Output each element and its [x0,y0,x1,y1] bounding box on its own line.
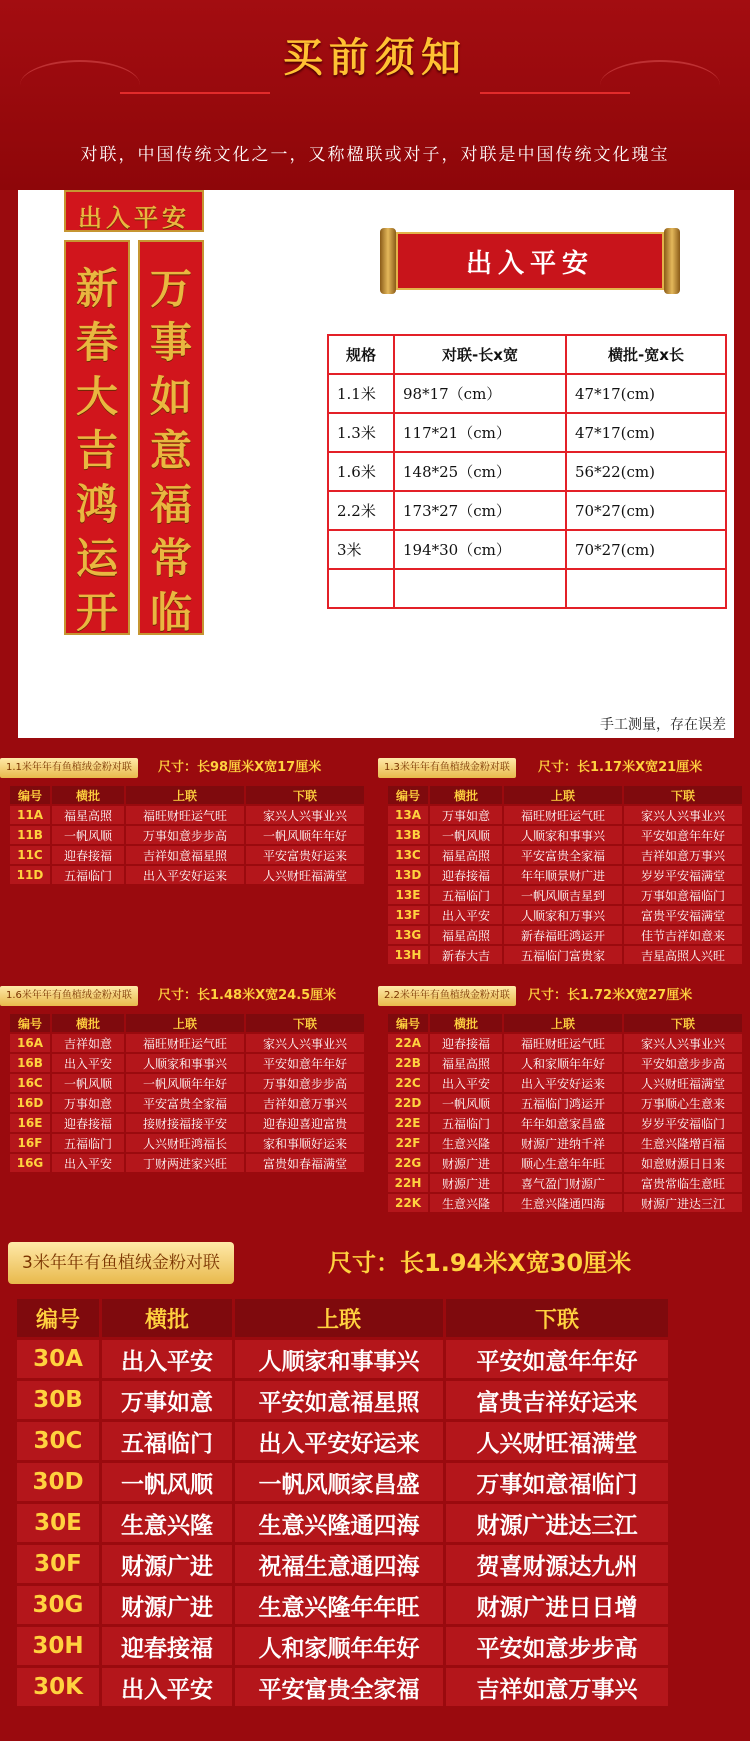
table-cell: 万事如意 [52,1094,124,1112]
table-header-cell: 下联 [624,1014,742,1032]
table-cell: 一帆风顺 [52,826,124,844]
table-cell: 吉祥如意万事兴 [446,1668,668,1706]
table-header-cell: 编号 [388,1014,428,1032]
horizontal-scroll-text: 出入平安 [78,203,190,232]
section-size: 尺寸：长1.17米X宽21厘米 [538,760,703,775]
header [0,0,750,190]
table-cell: 吉祥如意 [52,1034,124,1052]
table-cell: 平安富贵好运来 [246,846,364,864]
table-cell: 人顺家和事事兴 [504,826,622,844]
table-cell: 吉祥如意万事兴 [246,1094,364,1112]
table-cell: 年年顺景财广进 [504,866,622,884]
table-cell: 福星高照 [430,1054,502,1072]
table-cell: 福旺财旺运气旺 [126,1034,244,1052]
table-header-cell: 横批 [52,1014,124,1032]
table-row [10,1074,364,1092]
table-header-cell: 横批 [102,1299,232,1337]
spec-row [328,491,726,530]
table-cell: 出入平安 [430,906,502,924]
table-cell: 22K [388,1194,428,1212]
divider [120,92,270,94]
table-cell: 财源广进达三江 [446,1504,668,1542]
table-cell: 一帆风顺年年好 [246,826,364,844]
table-cell: 喜气盈门财源广 [504,1174,622,1192]
table-cell: 生意兴隆通四海 [504,1194,622,1212]
table-cell: 五福临门富贵家 [504,946,622,964]
table-row [17,1627,668,1665]
table-cell: 家兴人兴事业兴 [246,806,364,824]
right-scroll-text: 万事如意福常临 [149,264,192,637]
table-cell: 16F [10,1134,50,1152]
table-row [17,1668,668,1706]
banner-scroll [380,232,680,290]
spec-header-cell: 横批-宽x长 [566,335,726,374]
table-cell: 迎春接福 [102,1627,232,1665]
intro-text: 对联，中国传统文化之一，又称楹联或对子，对联是中国传统文化瑰宝 [80,145,670,165]
table-cell: 16D [10,1094,50,1112]
table-cell: 出入平安好运来 [126,866,244,884]
table-cell: 家兴人兴事业兴 [624,1034,742,1052]
table-cell: 佳节吉祥如意来 [624,926,742,944]
table-cell: 30H [17,1627,99,1665]
table-cell: 万事如意福临门 [624,886,742,904]
table-cell: 16A [10,1034,50,1052]
table-cell: 平安如意福星照 [235,1381,443,1419]
table-header-cell: 上联 [126,1014,244,1032]
table-row [388,1034,742,1052]
spec-cell: 70*27(cm) [566,530,726,569]
table-cell: 13E [388,886,428,904]
couplet-table [8,784,366,886]
table-cell: 生意兴隆 [430,1194,502,1212]
table-cell: 迎春接福 [430,1034,502,1052]
divider [480,92,630,94]
table-cell: 一帆风顺 [430,1094,502,1112]
table-cell: 岁岁平安福满堂 [624,866,742,884]
table-header-cell: 上联 [504,1014,622,1032]
table-cell: 16C [10,1074,50,1092]
table-cell: 11D [10,866,50,884]
table-cell: 富贵吉祥好运来 [446,1381,668,1419]
table-header-cell: 编号 [10,1014,50,1032]
table-cell: 30A [17,1340,99,1378]
table-cell: 平安富贵全家福 [126,1094,244,1112]
table-cell: 万事顺心生意来 [624,1094,742,1112]
scroll-roller [380,228,396,294]
table-row [10,1114,364,1132]
spec-header-row [328,335,726,374]
table-cell: 11B [10,826,50,844]
table-cell: 财源广进 [102,1586,232,1624]
table-cell: 人和家顺年年好 [504,1054,622,1072]
table-row [10,1034,364,1052]
section-tag: 1.3米年年有鱼植绒金粉对联 [378,758,516,778]
table-cell: 13A [388,806,428,824]
table-cell: 年年如意家昌盛 [504,1114,622,1132]
section-tag: 2.2米年年有鱼植绒金粉对联 [378,986,516,1006]
horizontal-scroll-image [64,190,204,232]
table-cell: 家和事顺好运来 [246,1134,364,1152]
table-cell: 出入平安 [430,1074,502,1092]
big-size-section [8,1242,742,1732]
table-row [388,926,742,944]
table-cell: 出入平安 [52,1054,124,1072]
table-cell: 出入平安好运来 [504,1074,622,1092]
table-row [10,846,364,864]
table-cell: 财源广进 [102,1545,232,1583]
table-cell: 福星高照 [52,806,124,824]
table-cell: 人兴财旺福满堂 [446,1422,668,1460]
table-cell: 22E [388,1114,428,1132]
table-cell: 30G [17,1586,99,1624]
table-cell: 平安富贵全家福 [235,1668,443,1706]
couplet-table [386,784,744,966]
section-size: 尺寸：长1.48米X宽24.5厘米 [158,988,337,1003]
spec-cell: 56*22(cm) [566,452,726,491]
table-header-row [17,1299,668,1337]
table-cell: 13B [388,826,428,844]
table-cell: 16E [10,1114,50,1132]
spec-row [328,530,726,569]
table-header-cell: 下联 [246,786,364,804]
table-cell: 13D [388,866,428,884]
table-cell: 22C [388,1074,428,1092]
spec-row [328,374,726,413]
table-header-cell: 下联 [446,1299,668,1337]
table-row [388,826,742,844]
table-cell: 平安如意步步高 [624,1054,742,1072]
table-cell: 如意财源日日来 [624,1154,742,1172]
table-header-cell: 编号 [10,786,50,804]
table-cell: 平安如意年年好 [624,826,742,844]
table-row [388,1134,742,1152]
table-cell: 万事如意 [102,1381,232,1419]
table-row [10,866,364,884]
couplet-table-large [14,1296,671,1709]
table-cell: 迎春接福 [52,1114,124,1132]
spec-cell: 98*17（cm） [394,374,566,413]
couplet-table [386,1012,744,1214]
table-cell: 祝福生意通四海 [235,1545,443,1583]
table-cell: 岁岁平安福临门 [624,1114,742,1132]
table-row [17,1545,668,1583]
table-row [388,846,742,864]
table-cell: 30D [17,1463,99,1501]
table-cell: 30B [17,1381,99,1419]
table-cell: 22G [388,1154,428,1172]
table-cell: 生意兴隆增百福 [624,1134,742,1152]
table-cell: 吉祥如意万事兴 [624,846,742,864]
table-cell: 人顺家和事事兴 [235,1340,443,1378]
table-cell: 财源广进 [430,1174,502,1192]
table-cell: 财源广进纳千祥 [504,1134,622,1152]
table-cell: 22D [388,1094,428,1112]
table-cell: 财源广进 [430,1154,502,1172]
table-cell: 五福临门 [102,1422,232,1460]
couplet-table [8,1012,366,1174]
table-cell: 16G [10,1154,50,1172]
spec-cell: 1.1米 [328,374,394,413]
table-cell: 13F [388,906,428,924]
table-row [10,1134,364,1152]
table-row [388,1154,742,1172]
table-cell: 30F [17,1545,99,1583]
table-cell: 人兴财旺鸿福长 [126,1134,244,1152]
table-cell: 万事如意步步高 [246,1074,364,1092]
table-cell: 平安如意步步高 [446,1627,668,1665]
table-header-cell: 编号 [17,1299,99,1337]
table-header-cell: 上联 [126,786,244,804]
table-cell: 人兴财旺福满堂 [624,1074,742,1092]
spec-cell: 173*27（cm） [394,491,566,530]
table-cell: 富贵平安福满堂 [624,906,742,924]
table-cell: 11A [10,806,50,824]
table-cell: 丁财两进家兴旺 [126,1154,244,1172]
table-cell: 生意兴隆年年旺 [235,1586,443,1624]
spec-cell: 3米 [328,530,394,569]
table-cell: 福星高照 [430,926,502,944]
table-cell: 五福临门 [52,866,124,884]
table-cell: 万事如意福临门 [446,1463,668,1501]
table-cell: 人和家顺年年好 [235,1627,443,1665]
table-row [388,906,742,924]
table-row [17,1504,668,1542]
table-row [388,1054,742,1072]
table-cell: 22H [388,1174,428,1192]
page-title: 买前须知 [283,35,467,81]
product-panel [18,190,734,738]
table-cell: 出入平安 [102,1340,232,1378]
table-cell: 平安如意年年好 [246,1054,364,1072]
table-cell: 顺心生意年年旺 [504,1154,622,1172]
table-row [388,1114,742,1132]
table-cell: 新春大吉 [430,946,502,964]
table-header-cell: 下联 [246,1014,364,1032]
spec-cell: 47*17(cm) [566,374,726,413]
table-row [388,1094,742,1112]
table-cell: 一帆风顺 [430,826,502,844]
spec-cell: 2.2米 [328,491,394,530]
table-row [388,866,742,884]
table-cell: 福星高照 [430,846,502,864]
spec-table [327,334,727,609]
table-cell: 22B [388,1054,428,1072]
table-row [17,1422,668,1460]
table-cell: 13H [388,946,428,964]
table-cell: 30K [17,1668,99,1706]
left-scroll-text: 新春大吉鸿运开 [75,264,118,637]
table-cell: 16B [10,1054,50,1072]
table-cell: 迎春接福 [52,846,124,864]
table-cell: 福旺财旺运气旺 [504,1034,622,1052]
table-cell: 吉祥如意福星照 [126,846,244,864]
table-row [17,1381,668,1419]
spec-cell: 1.3米 [328,413,394,452]
table-row [17,1586,668,1624]
table-cell: 22F [388,1134,428,1152]
table-cell: 迎春接福 [430,866,502,884]
table-row [10,1054,364,1072]
spec-cell: 194*30（cm） [394,530,566,569]
table-row [10,1154,364,1172]
table-cell: 一帆风顺家昌盛 [235,1463,443,1501]
table-cell: 财源广进日日增 [446,1586,668,1624]
table-cell: 福旺财旺运气旺 [504,806,622,824]
spec-cell: 70*27(cm) [566,491,726,530]
table-cell: 平安富贵全家福 [504,846,622,864]
section-size: 尺寸：长1.94米X宽30厘米 [328,1249,632,1277]
table-cell: 吉星高照人兴旺 [624,946,742,964]
table-row [388,1074,742,1092]
table-row [17,1463,668,1501]
spec-cell: 47*17(cm) [566,413,726,452]
table-cell: 人兴财旺福满堂 [246,866,364,884]
table-cell: 人顺家和事事兴 [126,1054,244,1072]
table-header-cell: 上联 [504,786,622,804]
table-cell: 迎春迎喜迎富贵 [246,1114,364,1132]
table-header-row [388,1014,742,1032]
table-header-cell: 横批 [52,786,124,804]
table-row [388,806,742,824]
spec-row [328,413,726,452]
table-cell: 家兴人兴事业兴 [246,1034,364,1052]
table-cell: 五福临门 [52,1134,124,1152]
section-size: 尺寸：长1.72米X宽27厘米 [528,988,693,1003]
table-cell: 出入平安 [52,1154,124,1172]
table-header-row [388,786,742,804]
spec-cell: 148*25（cm） [394,452,566,491]
table-cell: 五福临门 [430,1114,502,1132]
table-cell: 财源广进达三江 [624,1194,742,1212]
spec-header-cell: 对联-长x宽 [394,335,566,374]
table-row [388,1174,742,1192]
table-cell: 30C [17,1422,99,1460]
section-tag: 1.6米年年有鱼植绒金粉对联 [0,986,138,1006]
banner-label: 出入平安 [396,232,664,290]
table-cell: 万事如意 [430,806,502,824]
table-row [10,826,364,844]
table-cell: 富贵常临生意旺 [624,1174,742,1192]
table-cell: 五福临门鸿运开 [504,1094,622,1112]
table-cell: 一帆风顺 [102,1463,232,1501]
table-cell: 福旺财旺运气旺 [126,806,244,824]
table-cell: 新春福旺鸿运开 [504,926,622,944]
table-row [388,886,742,904]
table-cell: 13G [388,926,428,944]
table-cell: 一帆风顺吉星到 [504,886,622,904]
spec-cell [328,569,394,608]
table-cell: 富贵如春福满堂 [246,1154,364,1172]
section-tag: 3米年年有鱼植绒金粉对联 [8,1242,234,1284]
right-scroll-image [138,240,204,635]
table-row [10,806,364,824]
section-tag: 1.1米年年有鱼植绒金粉对联 [0,758,138,778]
table-header-cell: 下联 [624,786,742,804]
measurement-note: 手工测量，存在误差 [600,717,726,733]
table-header-row [10,1014,364,1032]
spec-cell: 117*21（cm） [394,413,566,452]
table-cell: 贺喜财源达九州 [446,1545,668,1583]
table-cell: 生意兴隆 [430,1134,502,1152]
table-cell: 出入平安 [102,1668,232,1706]
spec-row [328,569,726,608]
table-cell: 平安如意年年好 [446,1340,668,1378]
table-row [388,946,742,964]
scroll-roller [664,228,680,294]
spec-header-cell: 规格 [328,335,394,374]
section-size: 尺寸：长98厘米X宽17厘米 [158,760,322,775]
table-header-cell: 横批 [430,1014,502,1032]
table-row [388,1194,742,1212]
table-cell: 一帆风顺年年好 [126,1074,244,1092]
spec-row [328,452,726,491]
table-cell: 22A [388,1034,428,1052]
table-header-cell: 上联 [235,1299,443,1337]
left-scroll-image [64,240,130,635]
table-header-row [10,786,364,804]
table-cell: 人顺家和万事兴 [504,906,622,924]
spec-cell [394,569,566,608]
table-cell: 11C [10,846,50,864]
table-cell: 家兴人兴事业兴 [624,806,742,824]
table-cell: 30E [17,1504,99,1542]
table-cell: 出入平安好运来 [235,1422,443,1460]
table-cell: 五福临门 [430,886,502,904]
table-cell: 生意兴隆通四海 [235,1504,443,1542]
table-row [17,1340,668,1378]
spec-cell [566,569,726,608]
table-cell: 接财接福接平安 [126,1114,244,1132]
table-header-cell: 编号 [388,786,428,804]
table-cell: 万事如意步步高 [126,826,244,844]
table-cell: 生意兴隆 [102,1504,232,1542]
spec-cell: 1.6米 [328,452,394,491]
table-cell: 一帆风顺 [52,1074,124,1092]
table-header-cell: 横批 [430,786,502,804]
table-row [10,1094,364,1112]
table-cell: 13C [388,846,428,864]
